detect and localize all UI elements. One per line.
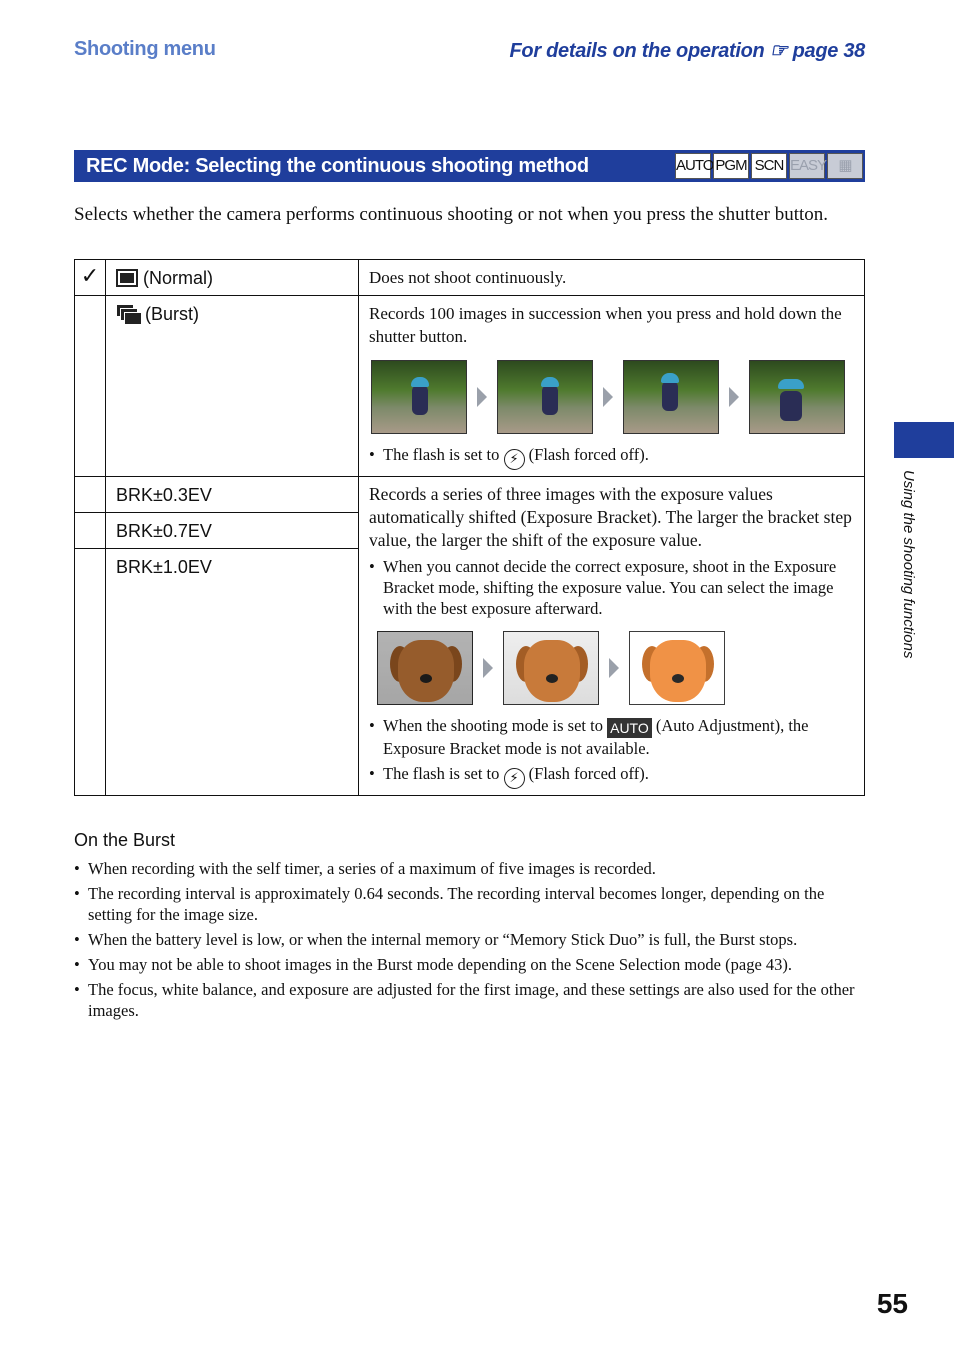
brk-03-label: BRK±0.3EV — [106, 477, 359, 513]
arrow-icon — [729, 387, 739, 407]
page-number: 55 — [876, 1288, 908, 1319]
brk-note-auto: • When the shooting mode is set to AUTO (Auto Adjustment), the Exposure Bracket mode is not available. — [369, 715, 854, 759]
burst-photo — [371, 360, 467, 434]
normal-description: Does not shoot continuously. — [359, 260, 865, 296]
section-title-bar — [74, 150, 865, 182]
table-row-normal — [75, 260, 865, 296]
normal-mode-icon — [116, 269, 138, 287]
scn-mode-icon: SCN — [751, 153, 787, 179]
brk-note-exposure: • When you cannot decide the correct exposure, shoot in the Exposure Bracket mode, shifting the exposure value. You can select the image with the best exposure afterward. — [369, 556, 854, 619]
normal-label: (Normal) — [143, 268, 214, 288]
pgm-mode-icon: PGM — [713, 153, 749, 179]
flash-off-icon: ⚡ — [504, 449, 525, 470]
bracket-photo — [629, 631, 725, 705]
brk-flash-note: • The flash is set to ⚡ (Flash forced off). — [369, 763, 854, 789]
flash-off-icon: ⚡ — [504, 768, 525, 789]
page-reference: For details on the operation ☞ page 38 — [509, 40, 865, 62]
list-item: • The focus, white balance, and exposure are adjusted for the first image, and these settings are also used for the other images. — [74, 979, 866, 1021]
bracket-photo — [377, 631, 473, 705]
burst-photo-sequence — [371, 360, 854, 434]
easy-mode-icon: EASY — [789, 153, 825, 179]
intro-text: Selects whether the camera performs continuous shooting or not when you press the shutter button. — [74, 204, 829, 225]
chapter-tab — [894, 422, 954, 458]
list-item: • When the battery level is low, or when the internal memory or “Memory Stick Duo” is full, the Burst stops. — [74, 929, 866, 950]
arrow-icon — [477, 387, 487, 407]
burst-flash-note: • The flash is set to ⚡ (Flash forced off). — [369, 444, 854, 470]
burst-photo — [623, 360, 719, 434]
arrow-icon — [609, 658, 619, 678]
list-item: • The recording interval is approximately 0.64 seconds. The recording interval becomes longer, depending on the setting for the image size. — [74, 883, 866, 925]
brk-10-label: BRK±1.0EV — [106, 549, 359, 796]
section-header: Shooting menu — [74, 38, 216, 60]
arrow-icon — [603, 387, 613, 407]
burst-mode-icon — [116, 304, 140, 324]
list-item: • You may not be able to shoot images in the Burst mode depending on the Scene Selection mode (page 43). — [74, 954, 866, 975]
bracket-photo — [503, 631, 599, 705]
burst-photo — [749, 360, 845, 434]
auto-adjustment-icon: AUTO — [607, 718, 652, 738]
arrow-icon — [483, 658, 493, 678]
list-item: • When recording with the self timer, a series of a maximum of five images is recorded. — [74, 858, 866, 879]
movie-mode-icon: ▦ — [827, 153, 863, 179]
burst-notes-heading: On the Burst — [74, 830, 176, 850]
table-row-burst — [75, 296, 865, 477]
brk-description: Records a series of three images with the exposure values automatically shifted (Exposure Bracket). The larger the bracket step value, the larger the shift of the exposure value. — [369, 484, 852, 550]
settings-table — [74, 259, 865, 796]
brk-07-label: BRK±0.7EV — [106, 513, 359, 549]
mode-icons — [675, 153, 863, 179]
burst-notes-list — [74, 858, 866, 1025]
default-check-icon: ✓ — [75, 260, 106, 296]
table-row-brk-03 — [75, 477, 865, 513]
section-title: REC Mode: Selecting the continuous shooting method — [86, 155, 589, 177]
burst-description: Records 100 images in succession when you press and hold down the shutter button. — [369, 304, 842, 346]
brk-photo-sequence — [377, 631, 854, 705]
burst-label: (Burst) — [145, 304, 200, 324]
chapter-label: Using the shooting functions — [900, 470, 917, 659]
burst-photo — [497, 360, 593, 434]
auto-mode-icon: AUTO — [675, 153, 711, 179]
